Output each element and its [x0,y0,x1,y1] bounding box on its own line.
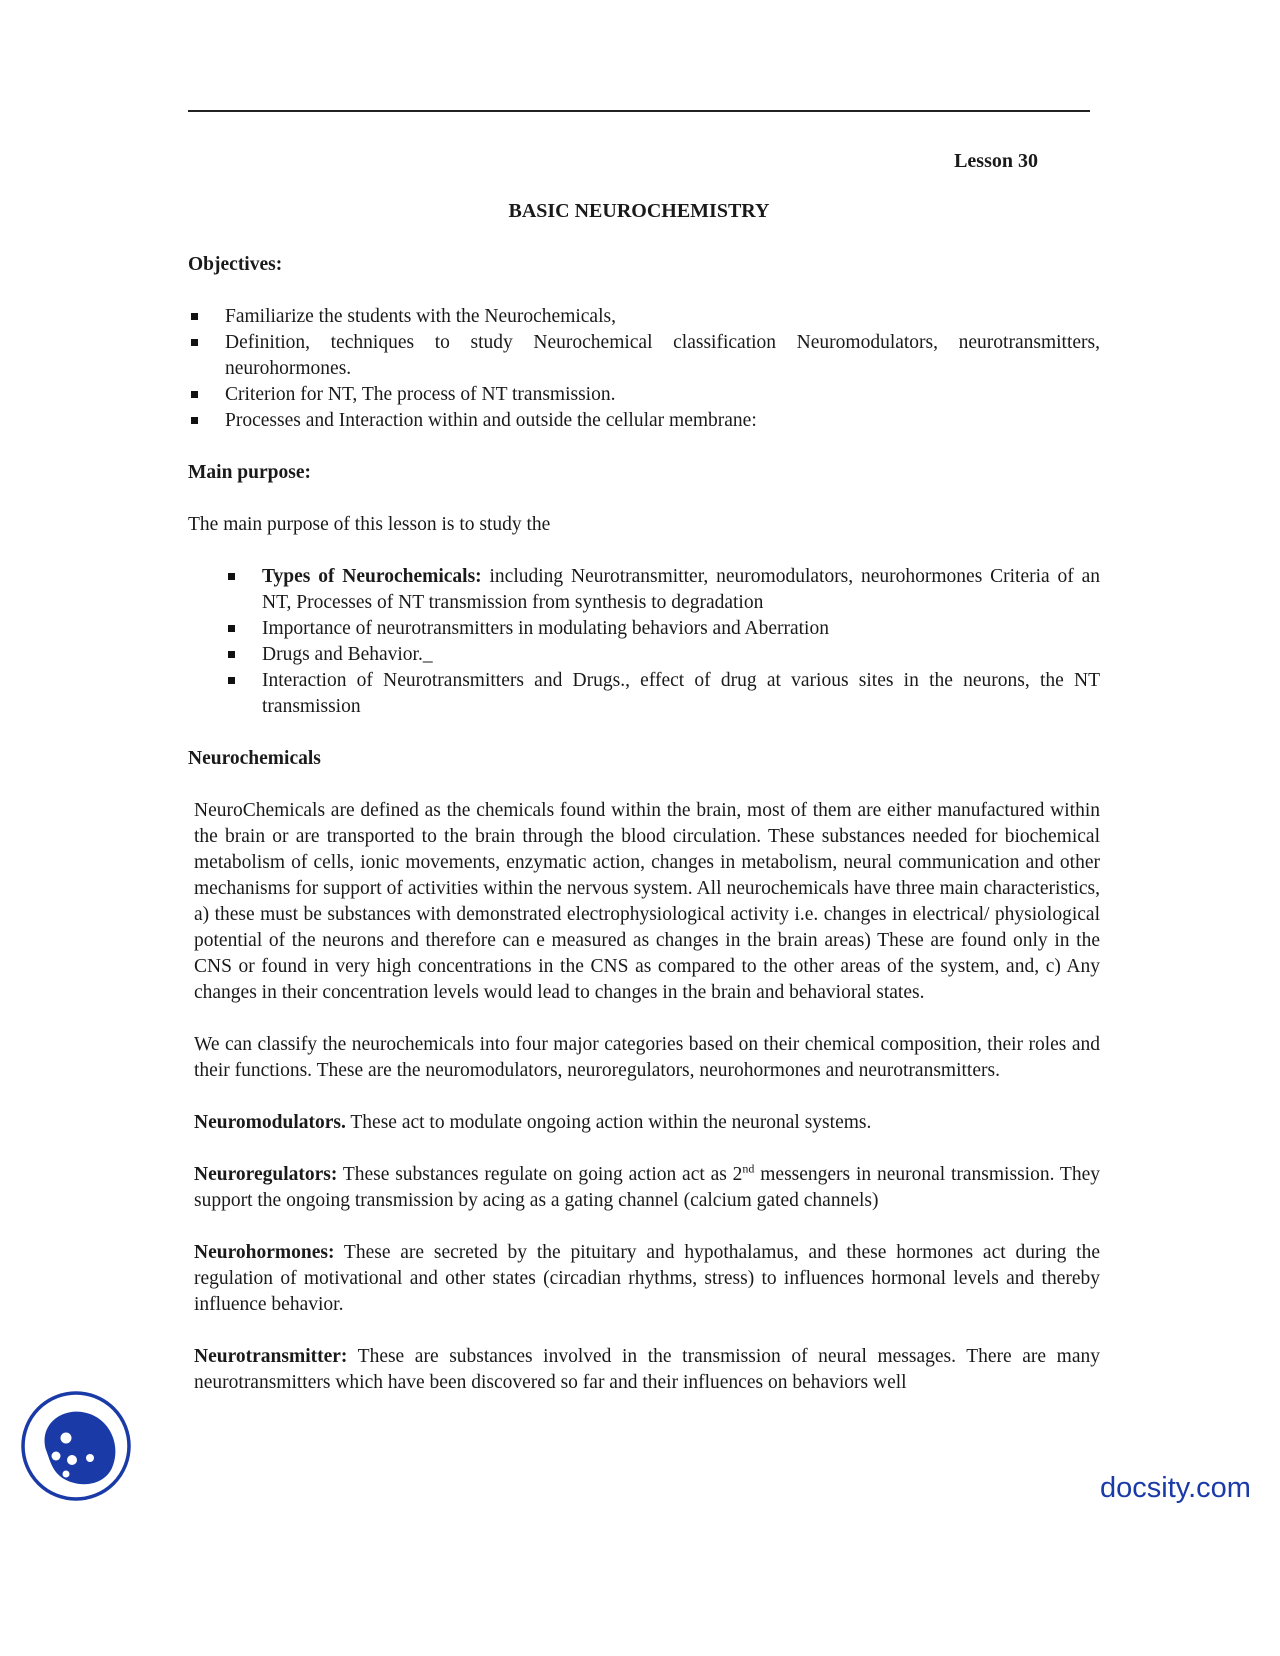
objective-item: Criterion for NT, The process of NT transmission. [188,382,1100,408]
neurohormones-term: Neurohormones: [194,1242,335,1263]
neurohormones-paragraph [194,1240,1100,1318]
neuroregulators-term: Neuroregulators: [194,1164,338,1185]
neurotransmitter-term: Neurotransmitter: [194,1346,348,1367]
purpose-item-text: including Neurotransmitter, neuromodulators, neurohormones Criteria of an NT, Processes of NT transmission from synthesis to degradation [262,566,1100,613]
docsity-logo-icon[interactable] [20,1390,132,1502]
main-purpose-intro: The main purpose of this lesson is to study the [188,514,551,535]
main-purpose-heading: Main purpose: [188,462,311,483]
purpose-item: Importance of neurotransmitters in modulating behaviors and Aberration [225,616,1100,642]
objective-item: Familiarize the students with the Neurochemicals, [188,304,1100,330]
header-rule [188,110,1090,112]
neuromodulators-text: These act to modulate ongoing action within the neuronal systems. [345,1112,872,1133]
lesson-number: Lesson 30 [954,150,1038,172]
docsity-brand-link[interactable]: docsity.com [1100,1472,1251,1504]
neurochemicals-classification-paragraph: We can classify the neurochemicals into four major categories based on their chemical composition, their roles and their functions. These are the neuromodulators, neuroregulators, neurohormones and neurotransmitters. [194,1034,1100,1081]
ordinal-superscript: nd [742,1161,755,1176]
document-body [188,252,1100,1422]
page-title: BASIC NEUROCHEMISTRY [508,200,770,222]
neurohormones-text: These are secreted by the pituitary and hypothalamus, and these hormones act during the regulation of motivational and other states (circadian rhythms, stress) to influences hormonal levels and thereby influence behavior. [194,1242,1100,1315]
objectives-heading: Objectives: [188,254,283,275]
main-purpose-list [225,564,1100,720]
objective-item: Definition, techniques to study Neurochemical classification Neuromodulators, neurotransmitters, neurohormones. [188,330,1100,382]
purpose-item: Interaction of Neurotransmitters and Drugs., effect of drug at various sites in the neurons, the NT transmission [225,668,1100,720]
purpose-item: Drugs and Behavior._ [225,642,1100,668]
purpose-item-term: Types of Neurochemicals: [262,566,482,587]
neurochemicals-definition-paragraph: NeuroChemicals are defined as the chemicals found within the brain, most of them are either manufactured within the brain or are transported to the brain through the blood circulation. These substances needed for biochemical metabolism of cells, ionic movements, enzymatic action, changes in metabolism, neural communication and other mechanisms for support of activities within the nervous system. All neurochemicals have three main characteristics, a) these must be substances with demonstrated electrophysiological activity i.e. changes in electrical/ physiological potential of the neurons and therefore can e measured as changes in the brain areas) These are found only in the CNS or found in very high concentrations in the CNS as compared to the other areas of the system, and, c) Any changes in their concentration levels would lead to changes in the brain and behavioral states. [194,800,1100,1003]
neurochemicals-heading: Neurochemicals [188,748,321,769]
objective-item: Processes and Interaction within and outside the cellular membrane: [188,408,1100,434]
neuromodulators-paragraph [194,1110,1100,1136]
neuroregulators-text: These substances regulate on going action act as 2 [337,1164,743,1185]
neuroregulators-text-continued: messengers in neuronal transmission. They support the ongoing transmission by acing as a gating channel (calcium gated channels) [194,1164,1100,1211]
neurotransmitter-text: These are substances involved in the transmission of neural messages. There are many neurotransmitters which have been discovered so far and their influences on behaviors well [194,1346,1100,1393]
neurotransmitter-paragraph [194,1344,1100,1396]
neuromodulators-term: Neuromodulators. [194,1112,346,1133]
objectives-list [188,304,1100,434]
purpose-item [225,564,1100,616]
neuroregulators-paragraph [194,1162,1100,1214]
